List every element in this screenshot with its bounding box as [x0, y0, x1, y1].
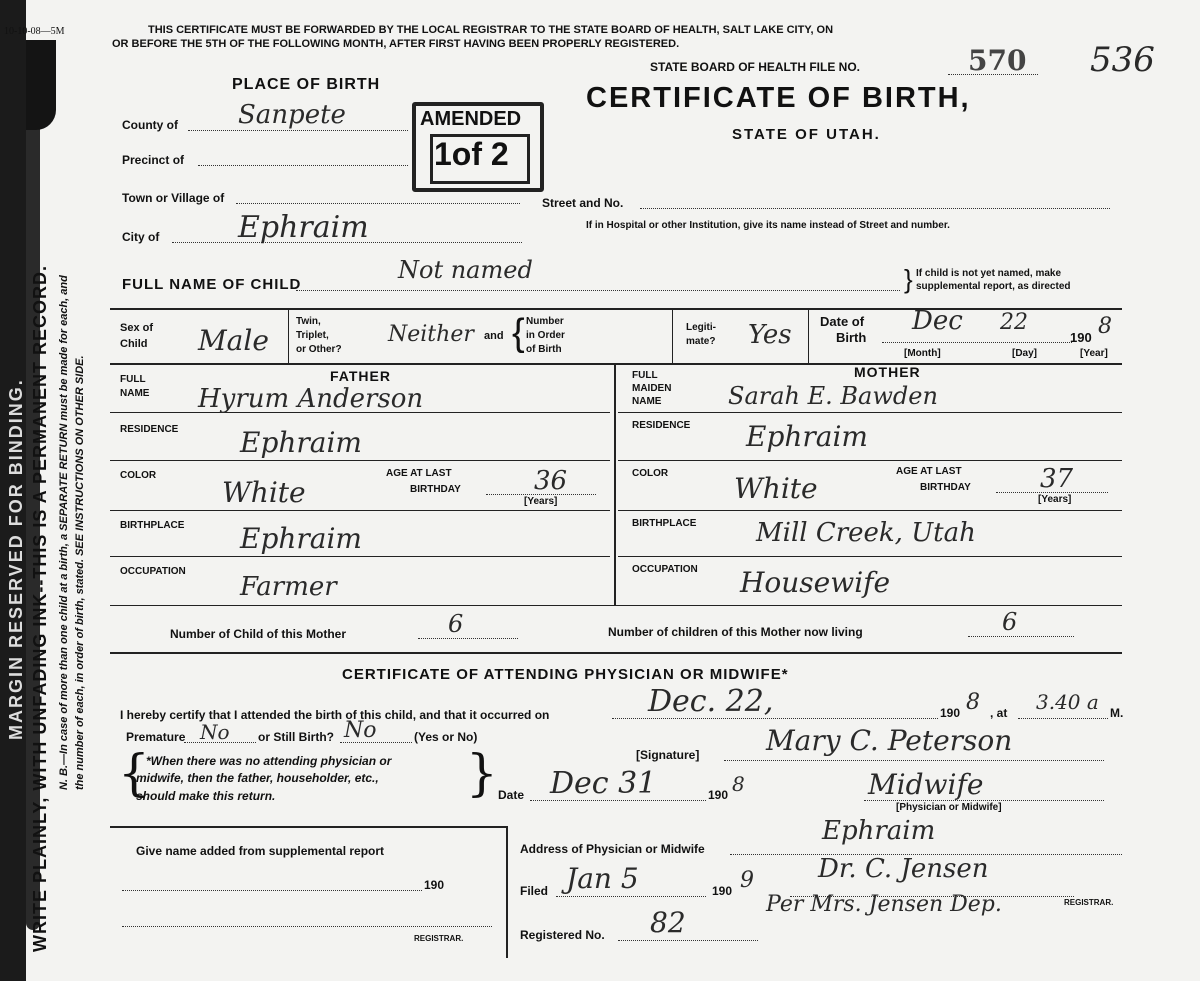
mother-occupation-label: OCCUPATION — [632, 564, 698, 575]
certify-text: I hereby certify that I attended the birth of this child, and that it occurred on — [120, 708, 550, 722]
order-label-3: of Birth — [526, 344, 562, 355]
mother-birthplace-label: BIRTHPLACE — [632, 518, 697, 529]
supplemental-line-2 — [122, 926, 492, 927]
file-no-line — [948, 74, 1038, 75]
legit-label-1: Legiti- — [686, 322, 716, 333]
certificate-title: CERTIFICATE OF BIRTH, — [586, 82, 971, 114]
living-line — [968, 636, 1074, 637]
rule-child-top — [110, 308, 1122, 310]
father-full-label-1: FULL — [120, 374, 146, 385]
child-name-line — [296, 290, 900, 291]
father-birthplace: Ephraim — [240, 522, 362, 555]
signature-value: Mary C. Peterson — [766, 724, 1013, 757]
supplemental-line-1 — [122, 890, 422, 891]
rule-parents-divider — [614, 365, 616, 605]
header-notice-1: THIS CERTIFICATE MUST BE FORWARDED BY THE LOCAL REGISTRAR TO THE STATE BOARD OF HEALTH, SALT LAKE CITY, ON — [148, 24, 834, 36]
mother-residence: Ephraim — [746, 420, 868, 453]
order-label-2: in Order — [526, 330, 565, 341]
precinct-label: Precinct of — [122, 153, 185, 167]
header-notice-2: OR BEFORE THE 5TH OF THE FOLLOWING MONTH, AFTER FIRST HAVING BEEN PROPERLY REGISTERED. — [112, 38, 680, 50]
mother-age-label-1: AGE AT LAST — [896, 466, 962, 477]
mother-heading: MOTHER — [854, 364, 921, 380]
month-label: [Month] — [904, 348, 941, 359]
father-age: 36 — [534, 466, 568, 496]
child-number-line — [418, 638, 518, 639]
living-label: Number of children of this Mother now living — [608, 625, 863, 639]
and-label: and — [484, 330, 504, 342]
stillbirth-value: No — [344, 718, 377, 743]
reg-no-label: Registered No. — [520, 928, 605, 942]
father-age-label-2: BIRTHDAY — [410, 484, 461, 495]
father-occupation-label: OCCUPATION — [120, 566, 186, 577]
filed-year-hand: 9 — [740, 868, 754, 893]
mother-years-label: [Years] — [1038, 494, 1072, 505]
address-value: Ephraim — [822, 816, 936, 846]
rule-counts-bottom — [110, 652, 1122, 654]
mother-birthplace: Mill Creek, Utah — [756, 518, 976, 548]
child-name-label: FULL NAME OF CHILD — [122, 276, 302, 293]
occurred-year-hand: 8 — [966, 690, 980, 715]
m-label: M. — [1110, 706, 1124, 720]
filed-label: Filed — [520, 884, 549, 898]
dob-label-2: Birth — [836, 330, 867, 345]
margin-note-2: the number of each, in order of birth, stated. SEE INSTRUCTIONS ON OTHER SIDE. — [74, 355, 86, 790]
father-occupation: Farmer — [240, 572, 337, 602]
time-value: 3.40 a — [1036, 690, 1099, 714]
date-value: Dec 31 — [550, 766, 657, 801]
supplemental-label: Give name added from supplemental report — [136, 844, 385, 858]
registrar-label: REGISTRAR. — [1064, 898, 1114, 907]
mother-full-label-3: NAME — [632, 396, 662, 407]
occurred-year-pre: 190 — [940, 706, 961, 720]
physician-note-3: should make this return. — [136, 789, 276, 803]
place-heading: PLACE OF BIRTH — [232, 76, 381, 93]
reg-no-line — [618, 940, 758, 941]
sex-label-2: Child — [120, 338, 148, 350]
time-line — [1018, 718, 1108, 719]
amended-stamp-line1: AMENDED — [420, 108, 522, 130]
note-brace-right: } — [466, 744, 498, 802]
role-value: Midwife — [868, 768, 984, 801]
mother-color: White — [734, 472, 818, 505]
form-code: 10-10-08—5M — [4, 26, 65, 37]
child-name-note-1: If child is not yet named, make — [916, 268, 1062, 279]
amended-stamp — [412, 102, 544, 192]
note-brace: { — [118, 744, 150, 802]
father-residence: Ephraim — [240, 426, 362, 459]
child-name-value: Not named — [398, 256, 533, 284]
margin-binding: MARGIN RESERVED FOR BINDING. — [6, 378, 26, 740]
filed-date: Jan 5 — [566, 862, 639, 895]
physician-note-1: *When there was no attending physician or — [146, 754, 392, 768]
rule-row2-m — [618, 460, 1122, 461]
rule-order-right — [672, 310, 673, 363]
date-year-pre: 190 — [708, 788, 729, 802]
twin-label-1: Twin, — [296, 316, 321, 327]
rule-row3-m — [618, 510, 1122, 511]
deputy-signature: Per Mrs. Jensen Dep. — [766, 892, 1002, 917]
reg-no-value: 82 — [650, 906, 686, 939]
order-label-1: Number — [526, 316, 564, 327]
rule-row5 — [110, 605, 1122, 606]
dob-day: 22 — [1000, 310, 1028, 335]
margin-note-1: N. B.—In case of more than one child at a birth, a SEPARATE RETURN must be made for each, and — [58, 275, 70, 790]
rule-legit-right — [808, 310, 809, 363]
supplemental-registrar: REGISTRAR. — [414, 934, 464, 943]
child-name-note-2: supplemental report, as directed — [916, 281, 1071, 292]
dob-month: Dec — [912, 306, 963, 336]
sex-label-1: Sex of — [120, 322, 154, 334]
legit-value: Yes — [748, 320, 792, 350]
file-no-label: STATE BOARD OF HEALTH FILE NO. — [650, 60, 860, 74]
county-label: County of — [122, 118, 178, 132]
address-label: Address of Physician or Midwife — [520, 842, 705, 856]
signature-label: [Signature] — [636, 748, 700, 762]
father-years-label: [Years] — [524, 496, 558, 507]
day-label: [Day] — [1012, 348, 1038, 359]
occurred-date: Dec. 22, — [648, 684, 774, 719]
mother-color-label: COLOR — [632, 468, 669, 479]
city-value: Ephraim — [238, 210, 369, 245]
child-number-label: Number of Child of this Mother — [170, 627, 346, 641]
stillbirth-label: or Still Birth? — [258, 730, 334, 744]
twin-value: Neither — [388, 322, 474, 347]
date-year-hand: 8 — [732, 772, 745, 796]
filed-line — [556, 896, 706, 897]
hospital-note: If in Hospital or other Institution, give its name instead of Street and number. — [586, 220, 950, 231]
torn-top-left — [26, 40, 56, 130]
town-label: Town or Village of — [122, 191, 225, 205]
living-value: 6 — [1002, 608, 1018, 636]
father-color-label: COLOR — [120, 470, 157, 481]
rule-row4 — [110, 556, 610, 557]
father-name: Hyrum Anderson — [198, 384, 424, 414]
city-label: City of — [122, 230, 160, 244]
signature-line — [724, 760, 1104, 761]
rule-row1-m — [618, 412, 1122, 413]
rule-row4-m — [618, 556, 1122, 557]
mother-full-label-1: FULL — [632, 370, 658, 381]
dob-year-hand: 8 — [1098, 314, 1112, 339]
certificate-subtitle: STATE OF UTAH. — [732, 126, 881, 143]
yesno-label: (Yes or No) — [414, 730, 478, 744]
dob-line — [882, 342, 1072, 343]
father-color: White — [222, 476, 306, 509]
father-birthplace-label: BIRTHPLACE — [120, 520, 185, 531]
mother-occupation: Housewife — [740, 566, 891, 599]
mother-residence-label: RESIDENCE — [632, 420, 691, 431]
dob-year-pre: 190 — [1070, 330, 1092, 345]
town-line — [236, 203, 520, 204]
legit-label-2: mate? — [686, 336, 716, 347]
dob-label-1: Date of — [820, 314, 865, 329]
father-age-label-1: AGE AT LAST — [386, 468, 452, 479]
mother-full-label-2: MAIDEN — [632, 383, 672, 394]
file-no-hand: 536 — [1090, 40, 1155, 80]
order-brace: { — [512, 312, 525, 354]
rule-sex-right — [288, 310, 289, 363]
mother-age: 37 — [1040, 464, 1074, 494]
child-name-brace: } — [904, 264, 913, 294]
county-value: Sanpete — [238, 100, 346, 130]
rule-row3 — [110, 510, 610, 511]
rule-row2 — [110, 460, 610, 461]
premature-label: Premature — [126, 730, 186, 744]
role-label: [Physician or Midwife] — [896, 802, 1002, 813]
precinct-line — [198, 165, 408, 166]
physician-note-2: midwife, then the father, householder, etc., — [136, 771, 379, 785]
file-no-value: 570 — [968, 44, 1027, 77]
year-label: [Year] — [1080, 348, 1108, 359]
twin-label-2: Triplet, — [296, 330, 329, 341]
county-line — [188, 130, 408, 131]
mother-name: Sarah E. Bawden — [728, 382, 938, 410]
father-residence-label: RESIDENCE — [120, 424, 179, 435]
physician-heading: CERTIFICATE OF ATTENDING PHYSICIAN OR MIDWIFE* — [342, 666, 789, 683]
twin-label-3: or Other? — [296, 344, 342, 355]
supplemental-year: 190 — [424, 878, 445, 892]
date-label: Date — [498, 788, 525, 802]
child-number-value: 6 — [448, 610, 464, 638]
rule-child-bottom — [110, 363, 1122, 365]
mother-age-label-2: BIRTHDAY — [920, 482, 971, 493]
registrar-signature: Dr. C. Jensen — [818, 854, 989, 884]
at-label: , at — [990, 706, 1008, 720]
margin-write: WRITE PLAINLY, WITH UNFADING INK--THIS IS A PERMANENT RECORD. — [30, 264, 50, 952]
sex-value: Male — [198, 324, 269, 357]
filed-year-pre: 190 — [712, 884, 733, 898]
premature-value: No — [200, 720, 230, 744]
street-label: Street and No. — [542, 196, 624, 210]
amended-stamp-line2: 1of 2 — [434, 136, 509, 172]
father-full-label-2: NAME — [120, 388, 150, 399]
father-heading: FATHER — [330, 368, 391, 384]
street-line — [640, 208, 1110, 209]
